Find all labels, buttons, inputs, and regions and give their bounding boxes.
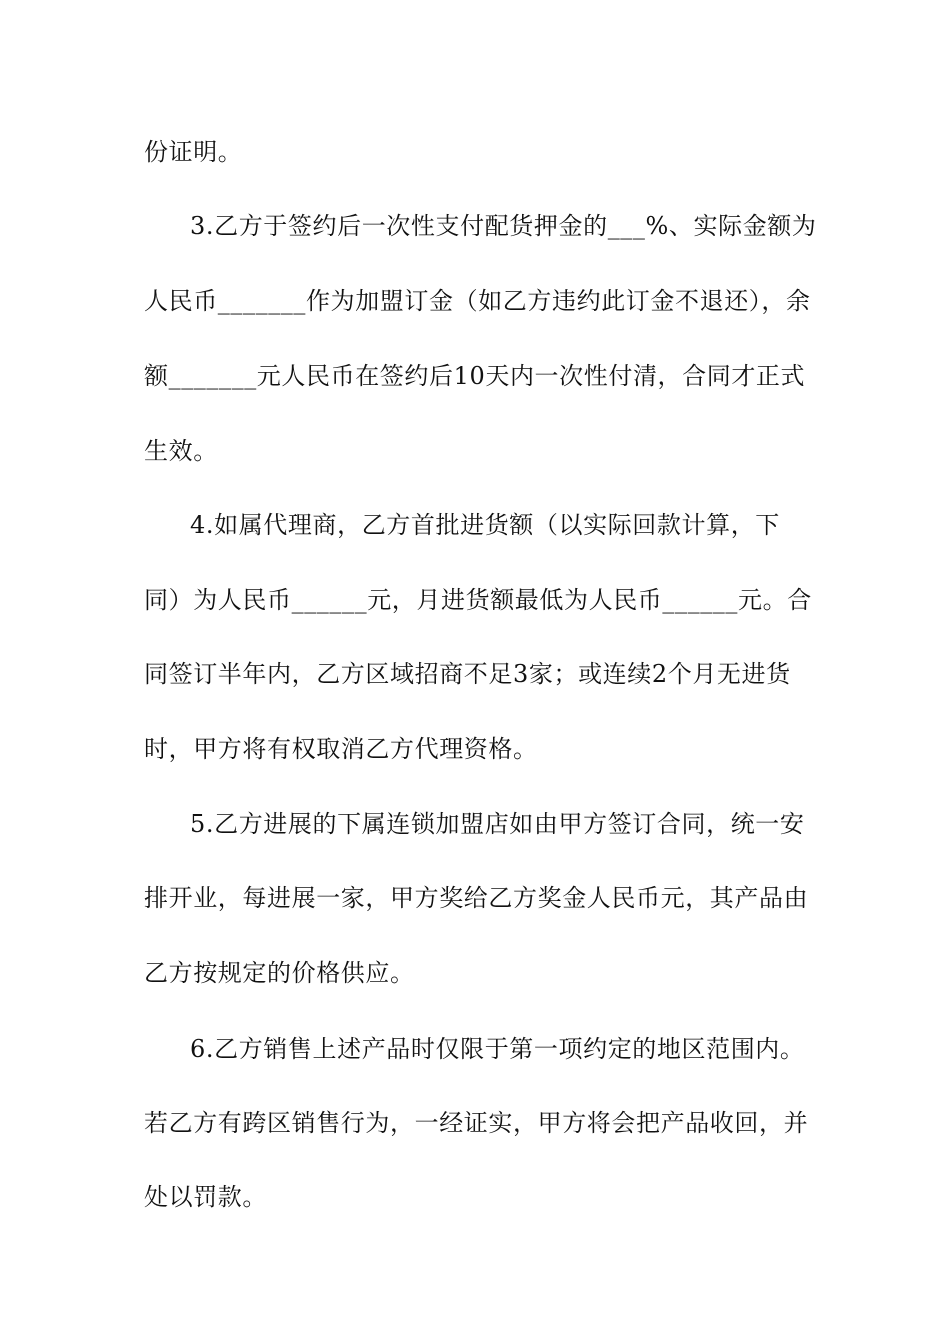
clause-4-line-3: 同签订半年内，乙方区域招商不足3家；或连续2个月无进货 (144, 660, 791, 688)
clause-3-line-2: 人民币_______作为加盟订金（如乙方违约此订金不退还），余 (144, 287, 811, 315)
clause-5-line-3: 乙方按规定的价格供应。 (144, 959, 415, 987)
clause-4-line-4: 时，甲方将有权取消乙方代理资格。 (144, 735, 538, 763)
clause-4-line-2: 同）为人民币______元，月进货额最低为人民币______元。合 (144, 586, 812, 614)
clause-5-line-1: 5.乙方进展的下属连锁加盟店如由甲方签订合同，统一安 (190, 810, 805, 838)
clause-3-line-1: 3.乙方于签约后一次性支付配货押金的___%、实际金额为 (190, 212, 817, 240)
clause-6-line-1: 6.乙方销售上述产品时仅限于第一项约定的地区范围内。 (190, 1035, 805, 1063)
clause-5-line-2: 排开业，每进展一家，甲方奖给乙方奖金人民币元，其产品由 (144, 884, 809, 912)
clause-3-line-3: 额_______元人民币在签约后10天内一次性付清，合同才正式 (144, 362, 806, 390)
clause-3-line-4: 生效。 (144, 437, 218, 465)
clause-6-line-2: 若乙方有跨区销售行为，一经证实，甲方将会把产品收回，并 (144, 1109, 809, 1137)
clause-4-line-1: 4.如属代理商，乙方首批进货额（以实际回款计算，下 (190, 511, 780, 539)
text-line-1: 份证明。 (144, 138, 243, 166)
clause-6-line-3: 处以罚款。 (144, 1183, 267, 1211)
